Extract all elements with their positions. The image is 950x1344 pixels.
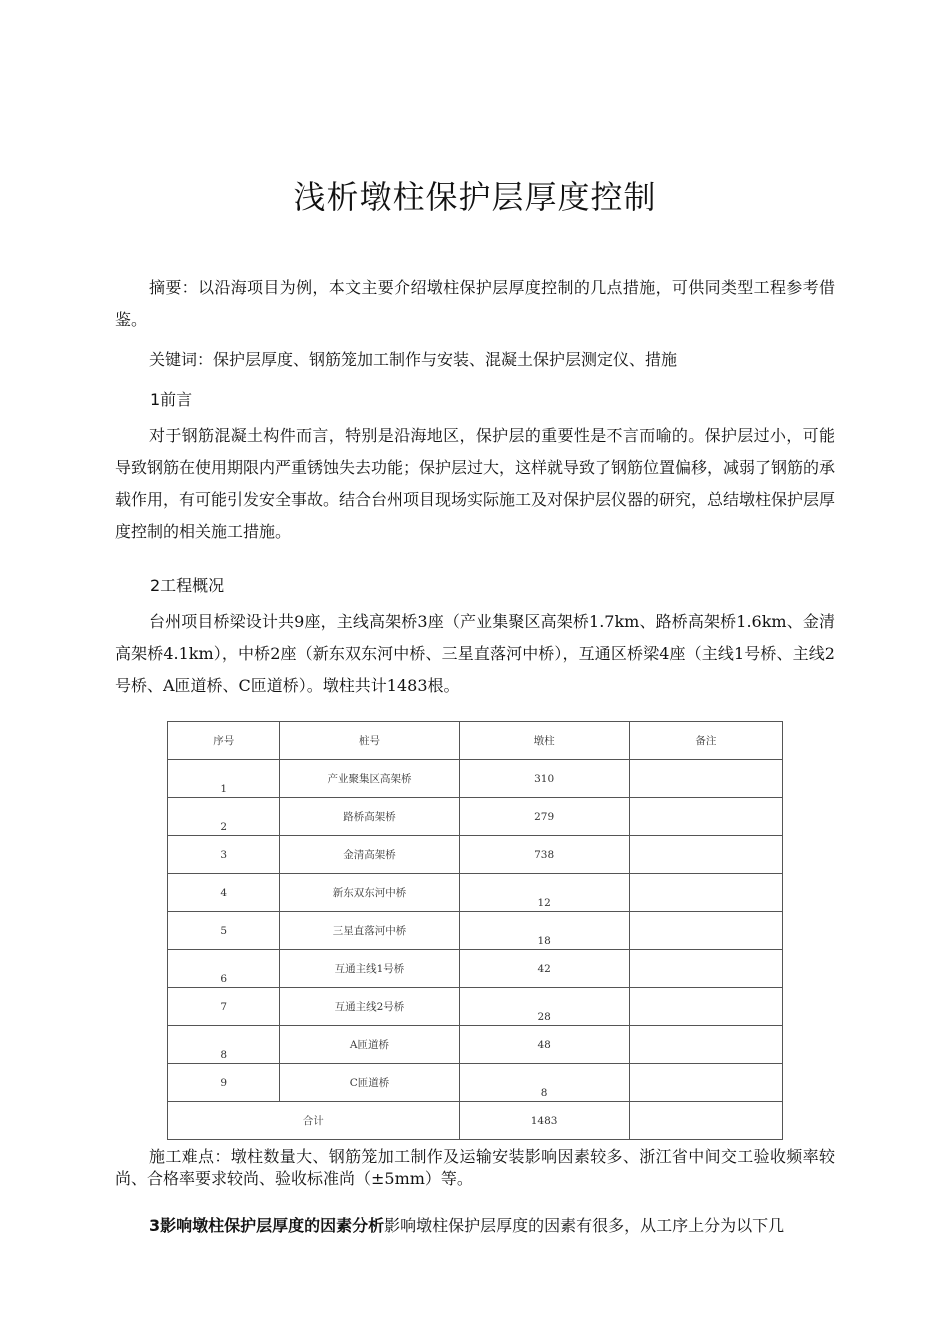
abstract-paragraph: 摘要：以沿海项目为例，本文主要介绍墩柱保护层厚度控制的几点措施，可供同类型工程参考借鉴。 [115, 278, 835, 329]
row-note [629, 798, 782, 836]
row-count: 28 [459, 988, 629, 1026]
row-note [629, 988, 782, 1026]
row-count: 18 [459, 912, 629, 950]
row-count: 48 [459, 1026, 629, 1064]
row-count: 738 [459, 836, 629, 874]
row-no: 2 [168, 798, 280, 836]
table-total-row [168, 1102, 783, 1140]
table-row [168, 1026, 783, 1064]
table-row [168, 912, 783, 950]
table-row [168, 798, 783, 836]
row-no: 5 [168, 912, 280, 950]
row-name: 路桥高架桥 [280, 798, 459, 836]
row-count: 310 [459, 760, 629, 798]
row-note [629, 760, 782, 798]
table-row [168, 988, 783, 1026]
row-no: 6 [168, 950, 280, 988]
construction-difficulty: 施工难点：墩柱数量大、钢筋笼加工制作及运输安装影响因素较多、浙江省中间交工验收频率较尚、合格率要求较尚、验收标准尚（±5mm）等。 [115, 1147, 835, 1188]
row-no: 3 [168, 836, 280, 874]
row-note [629, 1064, 782, 1102]
row-no: 4 [168, 874, 280, 912]
total-label: 合计 [168, 1102, 460, 1140]
row-no: 8 [168, 1026, 280, 1064]
header-note: 备注 [629, 722, 782, 760]
header-no: 序号 [168, 722, 280, 760]
section-1-body: 对于钢筋混凝土构件而言，特别是沿海地区，保护层的重要性是不言而喻的。保护层过小，可能导致钢筋在使用期限内严重锈蚀失去功能；保护层过大，这样就导致了钢筋位置偏移，减弱了钢筋的承载作用，有可能引发安全事故。结合台州项目现场实际施工及对保护层仪器的研究，总结墩柱保护层厚度控制的相关施工措施。 [115, 426, 836, 541]
row-no: 1 [168, 760, 280, 798]
table-header-row [168, 722, 783, 760]
row-name: 产业聚集区高架桥 [280, 760, 459, 798]
table-row [168, 836, 783, 874]
row-note [629, 912, 782, 950]
total-note [629, 1102, 782, 1140]
row-no: 9 [168, 1064, 280, 1102]
section-3-body: 影响墩柱保护层厚度的因素有很多，从工序上分为以下几 [384, 1216, 785, 1235]
row-name: 新东双东河中桥 [280, 874, 459, 912]
row-count: 42 [459, 950, 629, 988]
table-row [168, 1064, 783, 1102]
row-note [629, 1026, 782, 1064]
row-count: 12 [459, 874, 629, 912]
row-name: 互通主线1号桥 [280, 950, 459, 988]
row-note [629, 836, 782, 874]
row-name: A匝道桥 [280, 1026, 459, 1064]
total-value: 1483 [459, 1102, 629, 1140]
table-row [168, 874, 783, 912]
section-2-heading: 2工程概况 [150, 576, 225, 595]
header-count: 墩柱 [459, 722, 629, 760]
row-no: 7 [168, 988, 280, 1026]
section-3-paragraph [115, 1210, 835, 1242]
section-2-body: 台州项目桥梁设计共9座，主线高架桥3座（产业集聚区高架桥1.7km、路桥高架桥1.6km、金清高架桥4.1km），中桥2座（新东双东河中桥、三星直落河中桥），互通区桥梁4座（主线1号桥、主线2号桥、A匝道桥、C匝道桥）。墩柱共计1483根。 [115, 612, 835, 695]
header-name: 桩号 [280, 722, 459, 760]
keywords-paragraph: 关键词：保护层厚度、钢筋笼加工制作与安装、混凝土保护层测定仪、措施 [149, 350, 678, 369]
row-name: 三星直落河中桥 [280, 912, 459, 950]
row-name: 互通主线2号桥 [280, 988, 459, 1026]
table-row [168, 950, 783, 988]
row-name: C匝道桥 [280, 1064, 459, 1102]
row-name: 金清高架桥 [280, 836, 459, 874]
section-3-heading: 3影响墩柱保护层厚度的因素分析 [149, 1216, 385, 1235]
row-count: 8 [459, 1064, 629, 1102]
row-count: 279 [459, 798, 629, 836]
bridge-pier-table [167, 721, 783, 1140]
table-row [168, 760, 783, 798]
section-1-heading: 1前言 [150, 390, 193, 409]
row-note [629, 874, 782, 912]
row-note [629, 950, 782, 988]
document-title: 浅析墩柱保护层厚度控制 [293, 178, 657, 216]
